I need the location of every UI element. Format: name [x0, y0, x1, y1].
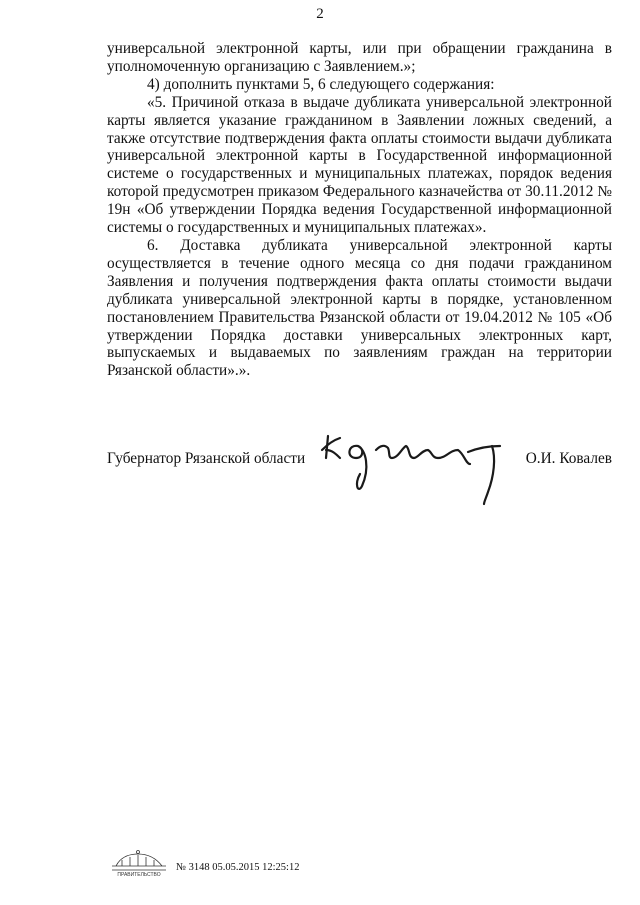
footer	[108, 848, 408, 888]
signatory-name: О.И. Ковалев	[525, 450, 612, 467]
handwritten-signature	[318, 428, 518, 508]
page-number: 2	[316, 6, 324, 22]
paragraph-point-6: 6. Доставка дубликата универсальной электронной карты осуществляется в течение одного месяца со дня подачи гражданином Заявления и получения подтверждения факта оплаты стоимости выдачи дубликата универсальной электронной карты в порядке, установленном постановлением Правительства Рязанской области от 19.04.2012 № 105 «Об утверждении Порядка доставки универсальных электронных карт, выпускаемых и выдаваемых по заявлениям граждан на территории Рязанской области».».	[107, 236, 612, 380]
logo-caption: ПРАВИТЕЛЬСТВО	[117, 872, 161, 878]
government-logo-icon	[108, 848, 170, 878]
paragraph-item-4: 4) дополнить пунктами 5, 6 следующего содержания:	[147, 75, 495, 93]
signatory-title: Губернатор Рязанской области	[107, 450, 306, 467]
document-body	[107, 40, 612, 380]
registration-stamp: № 3148 05.05.2015 12:25:12	[176, 862, 300, 873]
paragraph-point-5: «5. Причиной отказа в выдаче дубликата универсальной электронной карты является указание гражданином в Заявлении ложных сведений, а также отсутствие подтверждения факта оплаты стоимости выдачи дубликата универсальной электронной карты в Государственной информационной системе о государственных и муниципальных платежах, порядок ведения которой предусмотрен приказом Федерального казначейства от 30.11.2012 № 19н «Об утверждении Порядка ведения Государственной информационной системы о государственных и муниципальных платежах».	[107, 93, 612, 237]
paragraph-continuation: универсальной электронной карты, или при обращении гражданина в уполномоченную организацию с Заявлением.»;	[107, 40, 612, 75]
